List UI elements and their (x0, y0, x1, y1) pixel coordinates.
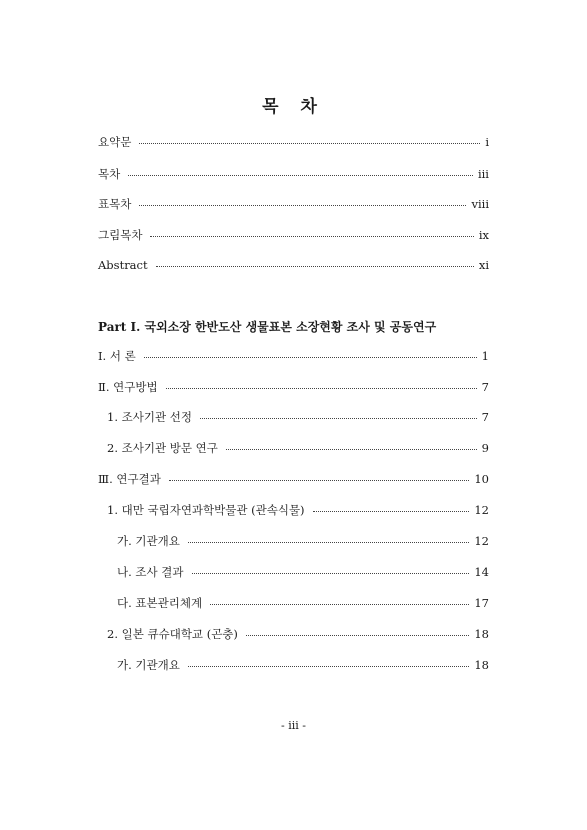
toc-entry-page: 7 (481, 410, 489, 424)
leader-dots (150, 226, 473, 237)
leader-dots (188, 532, 470, 543)
toc-entry-page: 10 (474, 472, 489, 486)
toc-entry-table-list[interactable] (98, 196, 489, 212)
leader-dots (166, 378, 477, 389)
toc-entry[interactable] (117, 564, 489, 580)
page-number-footer: - iii - (281, 719, 306, 732)
toc-entry[interactable] (98, 348, 489, 364)
toc-entry-label: 1. 조사기관 선정 (107, 410, 192, 424)
toc-entry-page: 12 (474, 534, 489, 548)
toc-entry-label: 그림목차 (98, 228, 143, 242)
leader-dots (139, 133, 480, 144)
toc-entry[interactable] (107, 409, 489, 425)
leader-dots (156, 256, 474, 267)
toc-entry-label: 1. 대만 국립자연과학박물관 (관속식물) (107, 503, 305, 517)
toc-entry-label: 표목차 (98, 197, 132, 211)
toc-entry-page: 18 (474, 627, 489, 641)
toc-entry-label: Ⅰ. 서 론 (98, 349, 136, 363)
toc-entry[interactable] (117, 657, 489, 673)
toc-entry-page: 7 (481, 380, 489, 394)
toc-entry-page: 17 (474, 596, 489, 610)
toc-entry-page: 14 (474, 565, 489, 579)
toc-entry-page: 1 (481, 349, 489, 363)
toc-entry-page: 18 (474, 658, 489, 672)
toc-entry-label: Ⅱ. 연구방법 (98, 380, 158, 394)
toc-entry-label: 나. 조사 결과 (117, 565, 184, 579)
toc-entry-page: xi (478, 258, 489, 272)
toc-entry-summary[interactable] (98, 134, 489, 150)
part-heading: Part Ⅰ. 국외소장 한반도산 생물표본 소장현황 조사 및 공동연구 (98, 320, 437, 334)
toc-entry[interactable] (107, 502, 489, 518)
toc-entry-label: 2. 일본 큐슈대학교 (곤충) (107, 627, 238, 641)
toc-entry-page: 9 (481, 441, 489, 455)
toc-entry[interactable] (107, 626, 489, 642)
toc-entry-abstract[interactable] (98, 257, 489, 273)
leader-dots (246, 625, 469, 636)
toc-title: 목 차 (262, 97, 325, 117)
toc-entry-label: 가. 기관개요 (117, 534, 180, 548)
toc-entry-page: iii (477, 167, 489, 181)
toc-entry-page: viii (471, 197, 489, 211)
leader-dots (188, 656, 470, 667)
toc-entry-contents[interactable] (98, 166, 489, 182)
leader-dots (139, 195, 466, 206)
toc-entry[interactable] (98, 471, 489, 487)
leader-dots (226, 439, 477, 450)
leader-dots (200, 408, 477, 419)
toc-entry-page: i (485, 135, 489, 149)
toc-entry-label: 다. 표본관리체계 (117, 596, 203, 610)
toc-entry[interactable] (117, 533, 489, 549)
toc-entry-label: Abstract (98, 258, 148, 272)
toc-entry-page: ix (478, 228, 489, 242)
toc-entry-label: 가. 기관개요 (117, 658, 180, 672)
leader-dots (128, 165, 473, 176)
toc-entry-label: 목차 (98, 167, 121, 181)
leader-dots (192, 563, 470, 574)
leader-dots (144, 347, 477, 358)
leader-dots (169, 470, 470, 481)
toc-entry[interactable] (98, 379, 489, 395)
toc-entry-label: 요약문 (98, 135, 132, 149)
leader-dots (313, 501, 470, 512)
toc-entry-label: 2. 조사기관 방문 연구 (107, 441, 218, 455)
toc-entry-page: 12 (474, 503, 489, 517)
toc-entry-label: Ⅲ. 연구결과 (98, 472, 161, 486)
toc-entry[interactable] (117, 595, 489, 611)
toc-entry[interactable] (107, 440, 489, 456)
toc-entry-figure-list[interactable] (98, 227, 489, 243)
leader-dots (210, 594, 469, 605)
